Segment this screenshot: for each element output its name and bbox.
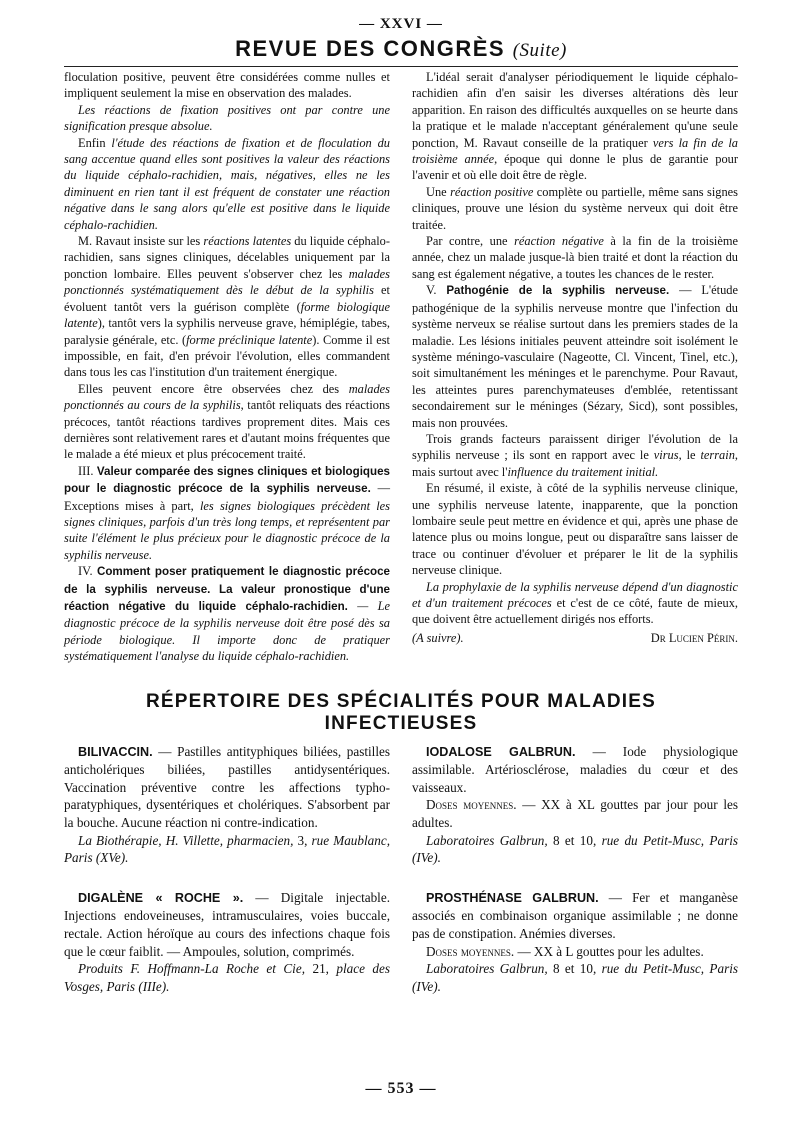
paragraph: Elles peuvent encore être observées chez des malades ponctionnés au cours de la syphilis, tantôt reliquats des réactions précoces, tantôt réactions tardives proprement dites. Mais ces dernières sont relativement rares et d'autant moins fréquentes que le malade a été mieux et plus précocement traité. (64, 381, 390, 462)
article-right-column (412, 69, 738, 665)
section-iv: IV. Comment poser pratiquement le diagnostic précoce de la syphilis nerveuse. La valeur pronostique d'une réaction négative du liquide céphalo-rachidien. — Le diagnostic précoce de la syphilis nerveuse doit être posé dès sa période biologique. Il importe donc de pratiquer systématiquement l'analyse du liquide céphalo-rachidien. (64, 564, 391, 664)
repertoire-columns (64, 743, 738, 1018)
header-suite: (Suite) (512, 40, 567, 61)
paragraph: Une réaction positive complète ou partielle, même sans signes cliniques, prouve une lésion du système nerveux qui doit être traitée. (412, 184, 738, 232)
author: Dr Lucien Périn. (650, 630, 738, 645)
signature-line (412, 630, 738, 646)
section-iii: III. Valeur comparée des signes cliniques et biologiques pour le diagnostic précoce de la syphilis nerveuse. — Exceptions mises à part, les signes biologiques précèdent les signes cliniques, parfois d'un très long temps, et représentent par suite l'élément le plus précieux pour le diagnostic précoce de la syphilis nerveuse. (64, 463, 390, 562)
page (64, 0, 738, 1146)
repertoire-left-column (64, 743, 390, 1018)
article-columns (64, 69, 738, 665)
repertoire-title: RÉPERTOIRE DES SPÉCIALITÉS POUR MALADIES INFECTIEUSES (145, 690, 657, 734)
paragraph: En résumé, il existe, à côté de la syphilis nerveuse clinique, une syphilis nerveuse latente, inapparente, que la ponction lombaire seule peut mettre en évidence et qui, après une phase de latence plus ou moins longue, peut ou disparaître sans laisser de trace ou continuer d'évoluer et préparer le lit de la syphilis nerveuse clinique. (412, 481, 738, 578)
section-v: V. Pathogénie de la syphilis nerveuse. — L'étude pathogénique de la syphilis nerveuse montre que l'infection du système nerveux se réalise surtout dans les premiers stades de la maladie. Les lésions initiales peuvent atteindre soit isolément le système méningo-vasculaire (Nageotte, Cl. Vincent, Tinel, etc.), soit simultanément les méninges et le parenchyme. Pour Ravaut, les atteintes pures parenchymateuses d'emblée, retentissant secondairement sur le méninges (Sézary, Sicd), sont possibles, mais non prouvées. (412, 283, 738, 430)
paragraph: M. Ravaut insiste sur les réactions latentes du liquide céphalo-rachidien, sans signes cliniques, décelables uniquement par la ponction lombaire. Elles peuvent s'observer chez les malades ponctionnés systématiquement dès le début de la syphilis et évoluent tantôt vers la guérison complète (forme biologique latente), tantôt vers la syphilis nerveuse grave, hémiplégie, tabes, paralysie générale, etc. (forme préclinique latente). Comme il est impossible, en fait, d'en prévoir l'évolution, elles commandent dans tous les cas l'institution d'un traitement énergique. (64, 234, 390, 380)
paragraph: L'idéal serait d'analyser périodiquement le liquide céphalo-rachidien afin d'en saisir les diverses altérations dès leur apparition. En raison des difficultés auxquelles on se heurte dans la pratique et le malade n'acceptant généralement qu'une seule ponction, M. Ravaut conseille de la pratiquer vers la fin de la troisième année, époque qui donne le plus de garantie pour l'avenir et où elle doit être de règle. (412, 70, 738, 183)
to-be-continued: (A suivre). (412, 630, 464, 645)
repertoire-right-column (412, 743, 738, 1018)
paragraph: Enfin l'étude des réactions de fixation et de floculation du sang accentue quand elles sont positives la valeur des réactions du liquide céphalo-rachidien, mais, négatives, elles ne les diminuent en rien tant il est fréquent de constater une réaction négative dans le sang alors qu'elle est positive dans le liquide céphalo-rachidien. (64, 135, 390, 232)
paragraph: Trois grands facteurs paraissent diriger l'évolution de la syphilis nerveuse ; ils sont en rapport avec le virus, le terrain, mais surtout avec l'influence du traitement initial. (412, 431, 738, 479)
article-left-column (64, 69, 390, 665)
entry-iodalose: IODALOSE GALBRUN. — Iode physiologique assimilable. Artériosclérose, maladies du cœur et des vaisseaux. Doses moyennes. — XX à XL gouttes par jour pour les adultes. Laboratoires Galbrun, 8 et 10, rue du Petit-Musc, Paris (IVe). (412, 743, 739, 866)
paragraph: Par contre, une réaction négative à la fin de la troisième année, chez un malade jusque-là bien traité et dont la réaction du sang est également négative, a toutes les chances de le rester. (412, 234, 738, 281)
paragraph: La prophylaxie de la syphilis nerveuse dépend d'un diagnostic et d'un traitement précoces et c'est de ce côté, faute de mieux, que doivent être actuellement dirigés nos efforts. (412, 579, 738, 627)
header-title: REVUE DES CONGRÈS (235, 36, 506, 61)
entry-prosthenase: PROSTHÉNASE GALBRUN. — Fer et manganèse associés en combinaison organique assimilable ; ne donne pas de constipation. Anémies diverses. Doses moyennes. — XX à L gouttes pour les adultes. Laboratoires Galbrun, 8 et 10, rue du Petit-Musc, Paris (IVe). (412, 889, 739, 994)
paragraph: floculation positive, peuvent être considérées comme nulles et impliquent seulement la mise en observation des malades. (64, 70, 390, 101)
entry-bilivaccin: BILIVACCIN. — Pastilles antityphiques biliées, pastilles anticholériques biliées, pastilles antidysentériques. Vaccination préventive contre les affections typho-paratyphiques, dysentériques et cholériques. S'absorbent par la bouche. Aucune réaction ni contre-indication. La Biothérapie, H. Villette, pharmacien, 3, rue Maublanc, Paris (XVe). (64, 743, 391, 866)
header-rule (64, 66, 738, 67)
paragraph: Les réactions de fixation positives ont par contre une signification presque absolue. (64, 102, 390, 134)
entry-digalene: DIGALÈNE « ROCHE ». — Digitale injectable. Injections endoveineuses, intramusculaires, voies buccale, rectale. Action héroïque au cours des infections chaque fois que le cœur faiblit. — Ampoules, solution, comprimés. Produits F. Hoffmann-La Roche et Cie, 21, place des Vosges, Paris (IIIe). (64, 889, 390, 994)
page-number: — 553 — (365, 1080, 437, 1097)
running-header (64, 36, 738, 66)
roman-page-number: — XXVI — (359, 16, 443, 32)
